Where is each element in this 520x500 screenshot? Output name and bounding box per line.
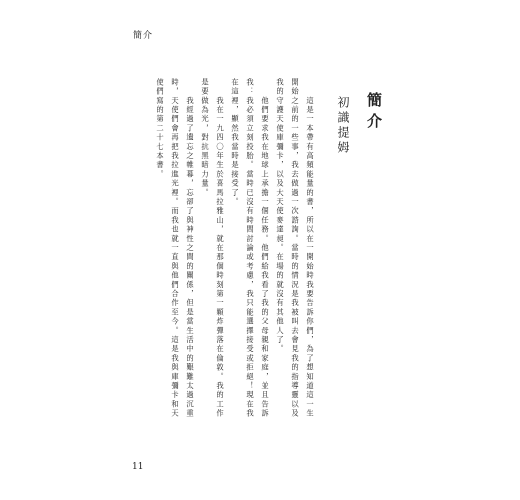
paragraph: 我在一九四〇年生於喜馬拉雅山，就在那個時刻第一顆炸彈落在倫敦。我的工作是要做為光，對抗黑暗力量。 [201, 78, 225, 419]
page-number: 11 [132, 462, 144, 472]
chapter-subtitle: 初識提姆 [336, 96, 350, 156]
chapter-title: 簡介 [365, 92, 383, 134]
paragraph: 這是一本帶有高頻能量的書，所以在一開始時我要告訴你們，為了想知道這一生開始之前的一些事，我去做過一次諮詢。當時的情況是我被叫去會見我的指導靈以及我的守護天使庫彌卡，以及大天使麥達昶。在場的就沒有其他人了。 [276, 78, 315, 419]
paragraph: 我經過了遺忘之帷幕，忘卻了與神性之間的關係，但是當生活中的艱難太過沉重時，天使們會再把我拉進光裡。而我也就一直與他們合作至今。這是我與庫彌卡和天使們寫的第二十七本書。 [156, 78, 195, 419]
paragraph: 他們要求我在地球上承擔一個任務。他們給我看了我的父母親和家庭，並且告訴我：我必須立刻投胎。當時已沒有時間討論或考慮，我只能選擇接受或拒絕！現在我在這裡，顯然我當時是接受了。 [231, 78, 270, 419]
body-text [138, 78, 318, 423]
running-head: 簡介 [133, 31, 154, 41]
